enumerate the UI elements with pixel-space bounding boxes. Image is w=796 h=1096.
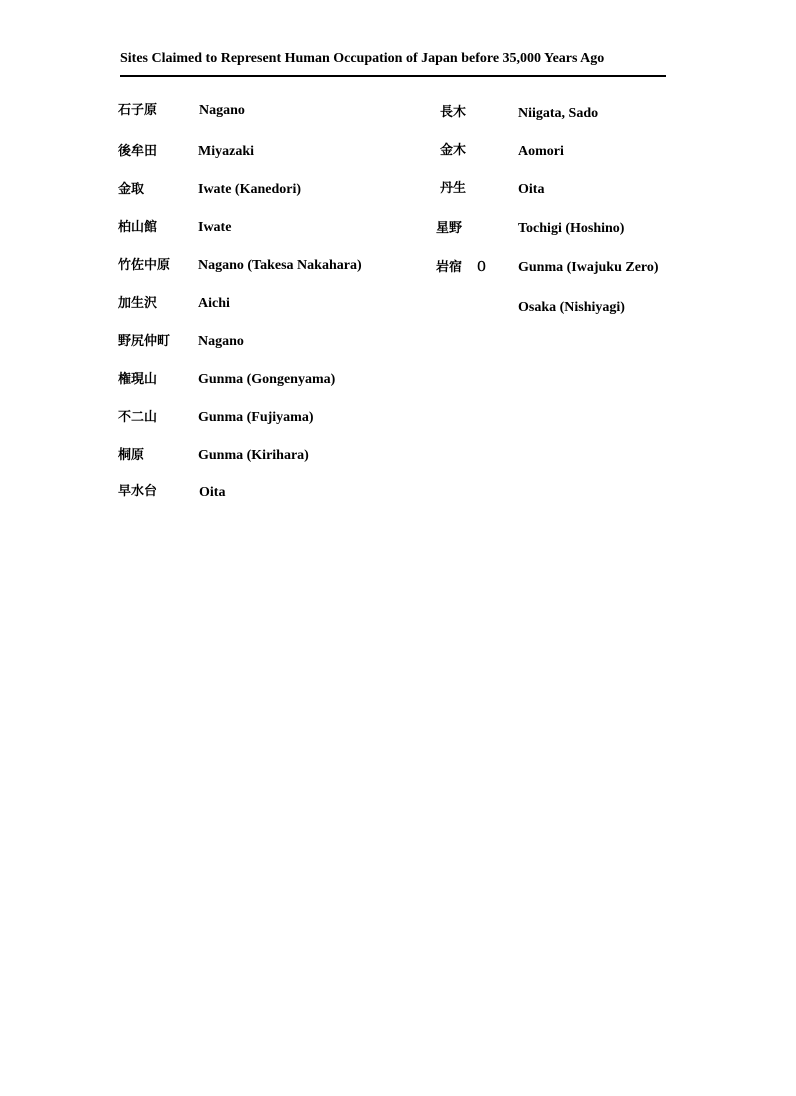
site-japanese-name: 不二山 [118, 410, 158, 425]
site-location: Nagano (Takesa Nakahara) [198, 258, 362, 273]
site-location: Iwate [198, 220, 232, 235]
site-japanese-name: 早水台 [118, 484, 158, 499]
site-japanese-name: 金木 [440, 143, 467, 158]
site-location: Gunma (Gongenyama) [198, 372, 336, 387]
site-location: Aomori [518, 144, 564, 159]
site-japanese-name: 柏山館 [118, 220, 158, 235]
site-location: Nagano [198, 334, 244, 349]
title-underline [120, 75, 666, 77]
site-location: Oita [199, 485, 226, 500]
site-location: Miyazaki [198, 144, 254, 159]
site-japanese-name: 金取 [118, 182, 145, 197]
site-location: Gunma (Fujiyama) [198, 410, 314, 425]
site-japanese-name: 後牟田 [118, 144, 158, 159]
site-location: Aichi [198, 296, 230, 311]
site-japanese-name: 丹生 [440, 181, 467, 196]
site-location: Nagano [199, 103, 245, 118]
site-japanese-name: 竹佐中原 [118, 258, 171, 273]
site-location: Iwate (Kanedori) [198, 182, 302, 197]
site-japanese-name: 野尻仲町 [118, 334, 171, 349]
site-japanese-name: 桐原 [118, 448, 145, 463]
site-location: Osaka (Nishiyagi) [518, 300, 625, 315]
site-location: Gunma (Kirihara) [198, 448, 309, 463]
site-japanese-name: 石子原 [118, 103, 158, 118]
site-location: Niigata, Sado [518, 106, 599, 121]
site-japanese-name: 権現山 [118, 372, 158, 387]
site-japanese-name: 加生沢 [118, 296, 158, 311]
site-location: Oita [518, 182, 545, 197]
site-location: Tochigi (Hoshino) [518, 221, 625, 236]
site-japanese-name: 長木 [440, 105, 467, 120]
site-japanese-name: 星野 [436, 221, 463, 236]
page-title: Sites Claimed to Represent Human Occupation of Japan before 35,000 Years Ago [120, 51, 605, 66]
site-japanese-name: 岩宿 ０ [436, 260, 489, 275]
site-location: Gunma (Iwajuku Zero) [518, 260, 659, 275]
